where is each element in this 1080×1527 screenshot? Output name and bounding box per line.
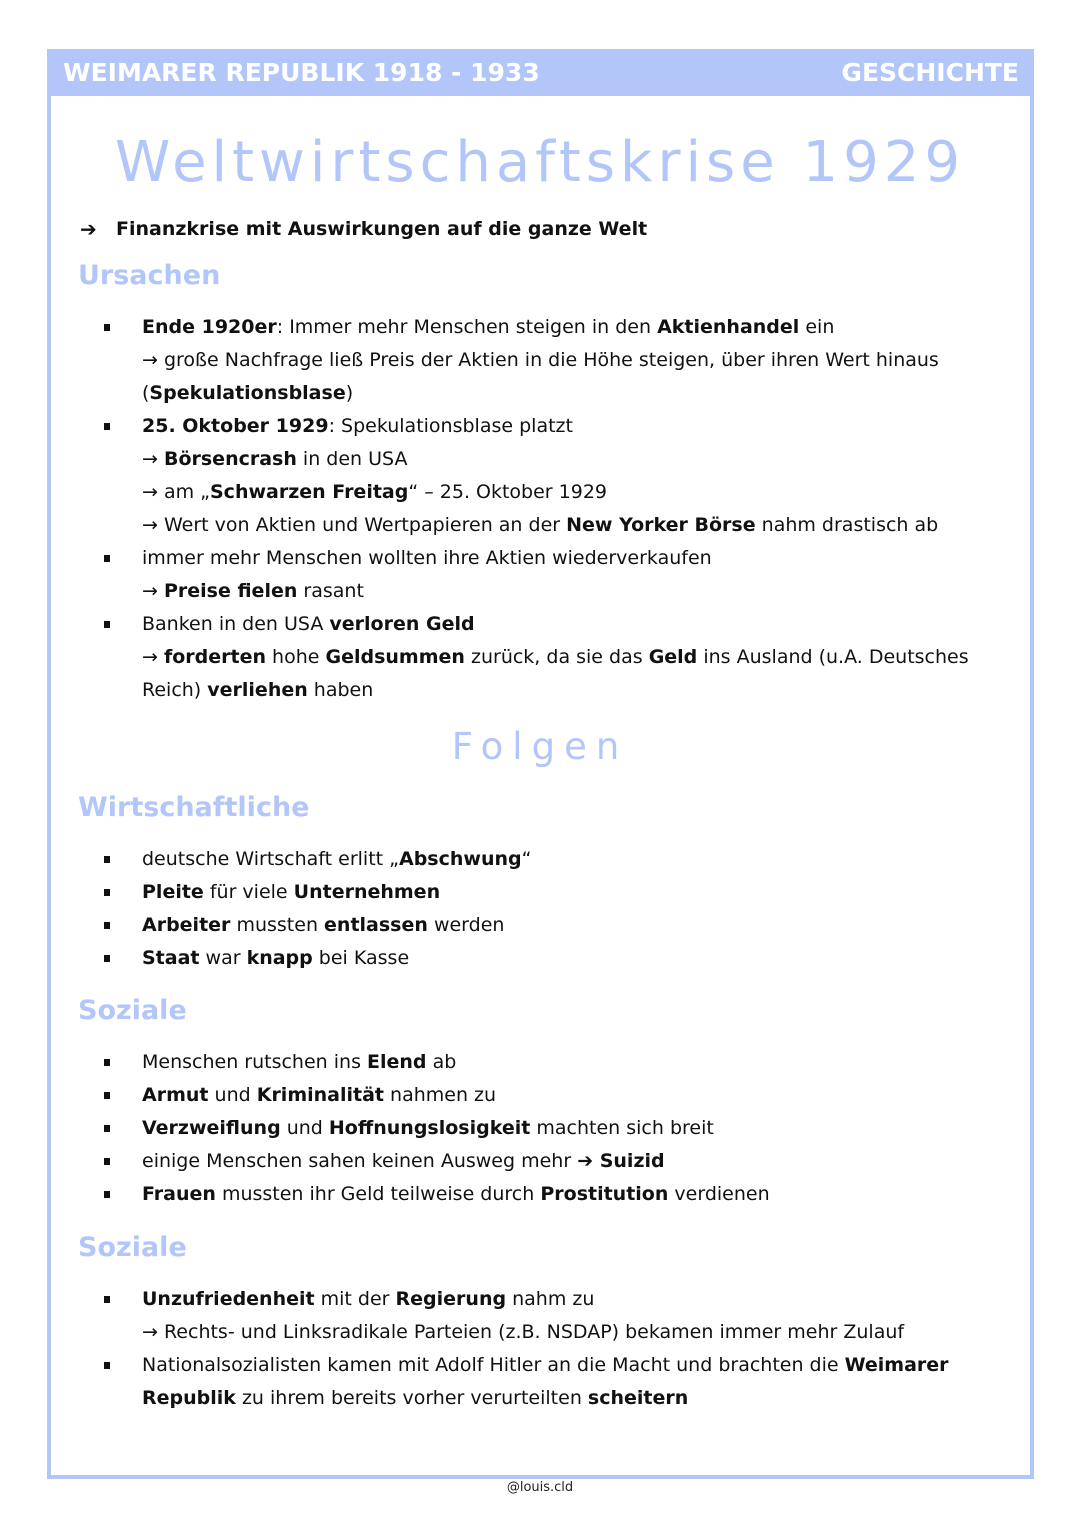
square-bullet-icon [104,955,110,962]
list-item-line: → Börsencrash in den USA [142,448,408,470]
square-bullet-icon [104,324,110,331]
list-item-line: einige Menschen sahen keinen Ausweg mehr ➔ Suizid [142,1150,665,1172]
square-bullet-icon [104,1191,110,1198]
list-item [100,909,980,942]
list-item-line: → Rechts- und Linksradikale Parteien (z.B. NSDAP) bekamen immer mehr Zulauf [142,1321,905,1343]
list-ursachen [100,311,980,707]
square-bullet-icon [104,1092,110,1099]
list-item-line: → Preise fielen rasant [142,580,364,602]
square-bullet-icon [104,1059,110,1066]
list-item-line: Pleite für viele Unternehmen [142,881,441,903]
list-item [100,1112,980,1145]
list-item-line: Verzweiflung und Hoffnungslosigkeit machten sich breit [142,1117,714,1139]
list-item [100,410,980,542]
heading-folgen: Folgen [451,725,629,768]
list-item [100,1145,980,1178]
arrow-right-icon: ➔ [80,217,97,241]
square-bullet-icon [104,1362,110,1369]
square-bullet-icon [104,1296,110,1303]
list-item-line: (Spekulationsblase) [142,382,354,404]
list-item-line: immer mehr Menschen wollten ihre Aktien wiederverkaufen [142,547,712,569]
list-item-line: → forderten hohe Geldsummen zurück, da sie das Geld ins Ausland (u.A. Deutsches [142,646,969,668]
list-soziale [100,1046,980,1211]
list-wirtschaftliche [100,843,980,975]
list-item [100,942,980,975]
heading-wirtschaftliche: Wirtschaftliche [78,792,310,823]
list-item [100,1178,980,1211]
list-item-line: Staat war knapp bei Kasse [142,947,410,969]
list-item-line: Arbeiter mussten entlassen werden [142,914,505,936]
footer-credit: @louis.cld [506,1480,574,1495]
list-item [100,1079,980,1112]
list-item-line: Nationalsozialisten kamen mit Adolf Hitler an die Macht und brachten die Weimarer [142,1354,949,1376]
list-item-line: Unzufriedenheit mit der Regierung nahm zu [142,1288,595,1310]
square-bullet-icon [104,1158,110,1165]
square-bullet-icon [104,922,110,929]
list-item [100,843,980,876]
square-bullet-icon [104,1125,110,1132]
list-item [100,876,980,909]
list-item-line: 25. Oktober 1929: Spekulationsblase platzt [142,415,573,437]
heading-politische: Soziale [78,1232,187,1263]
list-item-line: → am „Schwarzen Freitag“ – 25. Oktober 1929 [142,481,608,503]
list-item-line: Banken in den USA verloren Geld [142,613,475,635]
list-item-line: Frauen mussten ihr Geld teilweise durch Prostitution verdienen [142,1183,770,1205]
header-subject: GESCHICHTE [841,58,1019,87]
list-politische [100,1283,980,1415]
list-item-line: → Wert von Aktien und Wertpapieren an der New Yorker Börse nahm drastisch ab [142,514,939,536]
list-item [100,1349,980,1415]
square-bullet-icon [104,889,110,896]
square-bullet-icon [104,856,110,863]
list-item [100,311,980,410]
header-topic: WEIMARER REPUBLIK 1918 - 1933 [63,58,540,87]
list-item-line: → große Nachfrage ließ Preis der Aktien in die Höhe steigen, über ihren Wert hinaus [142,349,939,371]
list-item-line: Reich) verliehen haben [142,679,374,701]
heading-soziale: Soziale [78,995,187,1026]
list-item [100,542,980,608]
page-title: Weltwirtschaftskrise 1929 [115,130,965,195]
list-item [100,608,980,707]
list-item-line: Armut und Kriminalität nahmen zu [142,1084,497,1106]
intro-statement [80,215,647,243]
heading-ursachen: Ursachen [78,260,221,291]
square-bullet-icon [104,423,110,430]
list-item-line: deutsche Wirtschaft erlitt „Abschwung“ [142,848,532,870]
list-item [100,1283,980,1349]
square-bullet-icon [104,555,110,562]
list-item [100,1046,980,1079]
square-bullet-icon [104,621,110,628]
list-item-line: Menschen rutschen ins Elend ab [142,1051,457,1073]
list-item-line: Ende 1920er: Immer mehr Menschen steigen in den Aktienhandel ein [142,316,835,338]
intro-text: Finanzkrise mit Auswirkungen auf die ganze Welt [116,218,648,240]
list-item-line: Republik zu ihrem bereits vorher verurteilten scheitern [142,1387,689,1409]
header-bar [47,49,1034,96]
